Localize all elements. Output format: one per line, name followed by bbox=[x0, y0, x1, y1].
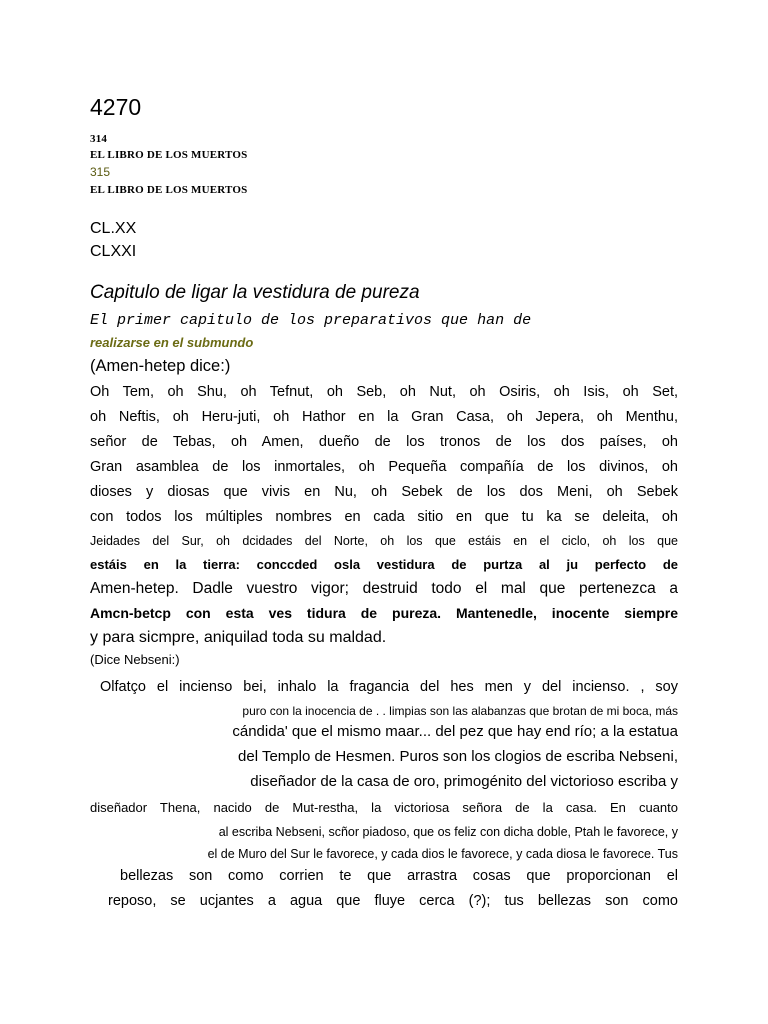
paragraph-1-line-2: oh Neftis, oh Heru-juti, oh Hathor en la Gran Casa, oh Jepera, oh Menthu, bbox=[90, 409, 678, 425]
paragraph-2-line-1: Olfatço el incienso bei, inhalo la fragancia del hes men y del incienso. , soy bbox=[100, 679, 678, 695]
left-running-title: EL LIBRO DE LOS MUERTOS bbox=[90, 149, 248, 161]
paragraph-1-line-7: Jeidades del Sur, oh dcidades del Norte, oh los que estáis en el ciclo, oh los que bbox=[90, 534, 678, 548]
speaker-amen-hetep: (Amen-hetep dice:) bbox=[90, 357, 231, 375]
speaker-nebseni: (Dice Nebseni:) bbox=[90, 652, 180, 667]
paragraph-1-line-5: dioses y diosas que vivis en Nu, oh Sebek de los dos Meni, oh Sebek bbox=[90, 484, 678, 500]
paragraph-1-line-4: Gran asamblea de los inmortales, oh Pequeña compañía de los divinos, oh bbox=[90, 459, 678, 475]
right-page-number: 315 bbox=[90, 165, 111, 179]
paragraph-1-line-9: Amen-hetep. Dadle vuestro vigor; destruid todo el mal que pertenezca a bbox=[90, 580, 678, 597]
paragraph-2-line-8: el de Muro del Sur le favorece, y cada dios le favorece, y cada diosa le favorece. Tus bbox=[207, 847, 678, 861]
paragraph-2-line-7: al escriba Nebseni, scñor piadoso, que os feliz con dicha doble, Ptah le favorece, y bbox=[218, 825, 678, 839]
paragraph-2-line-4: del Templo de Hesmen. Puros son los clogios de escriba Nebseni, bbox=[238, 748, 678, 765]
paragraph-2-line-3: cándida' que el mismo maar... del pez que hay end río; a la estatua bbox=[232, 723, 678, 740]
paragraph-1-line-11: y para sicmpre, aniquilad toda su maldad. bbox=[90, 629, 387, 646]
chapter-title: Capitulo de ligar la vestidura de pureza bbox=[90, 282, 420, 303]
right-running-title: EL LIBRO DE LOS MUERTOS bbox=[90, 184, 248, 196]
chapter-number-1: CL.XX bbox=[90, 220, 137, 237]
paragraph-1-line-10: Amcn-betcp con esta ves tidura de pureza. Mantenedle, inocente siempre bbox=[90, 605, 678, 621]
left-page-number: 314 bbox=[90, 133, 108, 145]
paragraph-2-line-2: puro con la inocencia de . . limpias son las alabanzas que brotan de mi boca, más bbox=[242, 704, 678, 718]
paragraph-2-line-5: diseñador de la casa de oro, primogénito del victorioso escriba y bbox=[250, 773, 678, 790]
paragraph-2-line-9: bellezas son como corrien te que arrastra cosas que proporcionan el bbox=[120, 868, 678, 884]
intro-line-2: realizarse en el submundo bbox=[90, 335, 254, 350]
paragraph-1-line-8: estáis en la tierra: conccded osla vestidura de purtza al ju perfecto de bbox=[90, 557, 678, 572]
chapter-number-2: CLXXI bbox=[90, 243, 137, 260]
paragraph-2-line-10: reposo, se ucjantes a agua que fluye cerca (?); tus bellezas son como bbox=[108, 893, 678, 909]
paragraph-1-line-3: señor de Tebas, oh Amen, dueño de los tronos de los dos países, oh bbox=[90, 434, 678, 450]
intro-line-1: El primer capitulo de los preparativos que han de bbox=[90, 312, 532, 329]
paragraph-1-line-1: Oh Tem, oh Shu, oh Tefnut, oh Seb, oh Nut, oh Osiris, oh Isis, oh Set, bbox=[90, 384, 678, 400]
page-number: 4270 bbox=[90, 94, 142, 120]
paragraph-1-line-6: con todos los múltiples nombres en cada sitio en que tu ka se deleita, oh bbox=[90, 509, 678, 525]
paragraph-2-line-6: diseñador Thena, nacido de Mut-restha, la victoriosa señora de la casa. En cuanto bbox=[90, 800, 678, 815]
